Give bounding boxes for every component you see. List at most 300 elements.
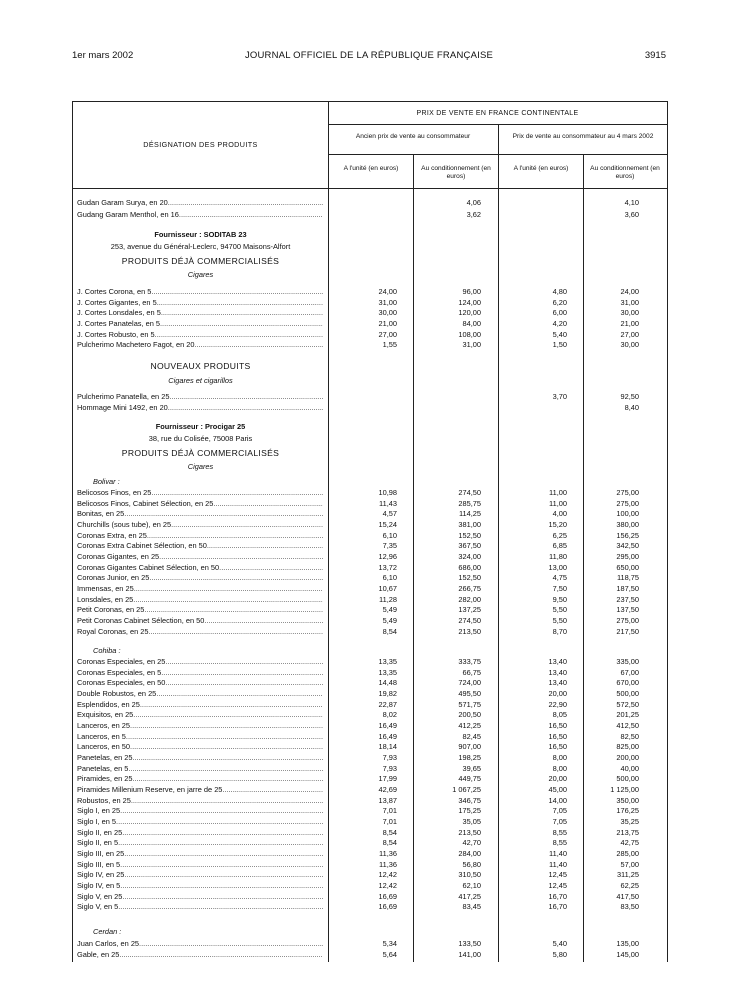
table-row <box>73 531 667 541</box>
category-label: Cigares et cigarillos <box>168 376 233 385</box>
product-name: Gable, en 25 ..... <box>77 950 323 960</box>
price-new-unit: 12,45 <box>548 880 567 890</box>
price-old-pack: 266,75 <box>458 583 481 593</box>
product-name: Bonitas, en 25 ..... <box>77 509 323 519</box>
price-new-unit: 11,80 <box>549 551 567 561</box>
price-old-pack: 571,75 <box>458 699 481 709</box>
price-new-pack: 500,00 <box>616 774 639 784</box>
price-new-pack: 176,25 <box>616 806 639 816</box>
price-old-unit: 13,87 <box>378 795 397 805</box>
price-new-pack: 275,00 <box>616 615 639 625</box>
price-new-unit: 4,00 <box>552 509 567 519</box>
price-old-pack: 108,00 <box>458 329 481 339</box>
price-old-unit: 42,69 <box>378 784 397 794</box>
price-old-unit: 7,01 <box>382 806 397 816</box>
price-new-pack: 137,50 <box>616 605 639 615</box>
price-old-unit: 11,36 <box>379 859 397 869</box>
product-name: Belicosos Finos, Cabinet Sélection, en 25 ..... <box>77 499 323 509</box>
product-name: Lanceros, en 25 ..... <box>77 721 323 731</box>
price-old-unit: 5,34 <box>382 939 397 948</box>
price-new-pack: 27,00 <box>620 329 639 339</box>
price-new-unit: 7,50 <box>552 583 567 593</box>
price-new-unit: 6,20 <box>552 297 567 307</box>
price-old-pack: 120,00 <box>458 308 481 318</box>
price-old-unit: 13,35 <box>378 657 397 666</box>
table-row <box>73 742 667 752</box>
price-old-pack: 907,00 <box>458 742 481 752</box>
price-new-unit: 45,00 <box>548 784 567 794</box>
table-row <box>73 902 667 912</box>
table-row <box>73 340 667 350</box>
price-new-unit: 16,50 <box>548 720 567 730</box>
price-old-pack: 274,50 <box>458 488 481 497</box>
price-old-pack: 4,06 <box>466 198 481 207</box>
table-row <box>73 287 667 297</box>
price-new-unit: 9,50 <box>552 594 567 604</box>
price-old-unit: 16,69 <box>378 891 397 901</box>
table-row <box>73 881 667 891</box>
product-name: Siglo I, en 25 ..... <box>77 806 323 816</box>
price-new-pack: 21,00 <box>620 318 639 328</box>
price-new-unit: 13,40 <box>548 678 567 688</box>
table-row <box>73 308 667 318</box>
price-old-pack: 133,50 <box>458 939 481 948</box>
price-old-unit: 8,54 <box>382 626 397 636</box>
price-old-pack: 333,75 <box>458 657 481 666</box>
product-name: Esplendidos, en 25 ..... <box>77 700 323 710</box>
price-new-pack: 118,75 <box>616 573 639 583</box>
product-name: Siglo IV, en 5 ..... <box>77 881 323 891</box>
price-new-unit: 14,00 <box>548 795 567 805</box>
price-old-pack: 449,75 <box>458 774 481 784</box>
product-name: J. Cortes Lonsdales, en 5 ..... <box>77 308 323 318</box>
price-old-pack: 42,70 <box>462 838 481 848</box>
price-old-pack: 3,62 <box>466 209 481 219</box>
price-old-unit: 5,64 <box>382 949 397 959</box>
price-new-unit: 5,50 <box>552 605 567 615</box>
price-new-unit: 5,40 <box>552 329 567 339</box>
product-name: Siglo II, en 25 ..... <box>77 828 323 838</box>
price-old-pack: 686,00 <box>458 562 481 572</box>
price-new-pack: 67,00 <box>620 667 639 677</box>
product-name: Panetelas, en 25 ..... <box>77 753 323 763</box>
price-new-unit: 16,70 <box>548 902 567 912</box>
price-new-unit: 4,80 <box>552 287 567 296</box>
price-new-pack: 500,00 <box>616 688 639 698</box>
price-new-unit: 4,75 <box>552 573 567 583</box>
price-old-pack: 412,25 <box>458 720 481 730</box>
category-label: Cigares <box>187 462 214 471</box>
table-row <box>73 520 667 530</box>
price-new-unit: 12,45 <box>548 870 567 880</box>
product-name: Gudang Garam Menthol, en 16 ..... <box>77 210 323 220</box>
table-row <box>73 563 667 573</box>
table-row <box>73 605 667 615</box>
price-old-unit: 16,49 <box>378 720 397 730</box>
price-old-pack: 114,25 <box>458 509 481 519</box>
supplier-name: Fournisseur : Procigar 25 <box>155 422 246 431</box>
table-row <box>73 330 667 340</box>
product-name: Immensas, en 25 ..... <box>77 584 323 594</box>
table-row <box>73 668 667 678</box>
col-header-designation: DÉSIGNATION DES PRODUITS <box>143 140 258 149</box>
price-new-pack: 62,25 <box>620 880 639 890</box>
price-new-pack: 201,25 <box>616 710 639 720</box>
price-new-unit: 20,00 <box>548 688 567 698</box>
table-row <box>73 678 667 688</box>
price-old-unit: 27,00 <box>378 329 397 339</box>
product-name: Siglo II, en 5 ..... <box>77 838 323 848</box>
price-old-pack: 284,00 <box>458 848 481 858</box>
price-new-unit: 4,20 <box>552 318 567 328</box>
price-new-pack: 275,00 <box>616 498 639 508</box>
brand-label: Cerdan : <box>93 927 122 936</box>
price-new-unit: 16,50 <box>548 731 567 741</box>
price-new-pack: 417,50 <box>616 891 639 901</box>
table-row <box>73 785 667 795</box>
header-date: 1er mars 2002 <box>72 50 134 61</box>
product-name: Hommage Mini 1492, en 20 ..... <box>77 403 323 413</box>
price-old-unit: 30,00 <box>378 308 397 318</box>
price-old-unit: 8,02 <box>382 710 397 720</box>
price-old-unit: 7,93 <box>382 752 397 762</box>
product-name: Coronas Especiales, en 50 ..... <box>77 678 323 688</box>
price-new-pack: 275,00 <box>616 488 639 497</box>
price-old-unit: 13,35 <box>378 667 397 677</box>
table-row <box>73 573 667 583</box>
table-row <box>73 392 667 402</box>
price-new-pack: 83,50 <box>620 902 639 912</box>
price-old-pack: 282,00 <box>458 594 481 604</box>
table-row <box>73 210 667 220</box>
price-new-pack: 3,60 <box>624 209 639 219</box>
section-heading: NOUVEAUX PRODUITS <box>150 361 251 371</box>
product-name: Coronas Especiales, en 5 ..... <box>77 668 323 678</box>
price-old-pack: 152,50 <box>458 530 481 540</box>
price-new-unit: 11,40 <box>549 848 567 858</box>
price-old-pack: 495,50 <box>458 688 481 698</box>
table-row <box>73 700 667 710</box>
price-old-pack: 198,25 <box>458 752 481 762</box>
price-old-unit: 10,67 <box>378 583 397 593</box>
product-name: Coronas Extra Cabinet Sélection, en 50 ..... <box>77 541 323 551</box>
price-new-pack: 35,25 <box>620 816 639 826</box>
price-old-unit: 18,14 <box>378 742 397 752</box>
product-name: Exquisitos, en 25 ..... <box>77 710 323 720</box>
page-header <box>72 50 666 64</box>
table-row <box>73 710 667 720</box>
price-old-pack: 324,00 <box>458 551 481 561</box>
price-new-unit: 8,05 <box>552 710 567 720</box>
price-new-unit: 8,70 <box>552 626 567 636</box>
price-old-unit: 5,49 <box>382 605 397 615</box>
price-new-unit: 20,00 <box>548 774 567 784</box>
table-row <box>73 627 667 637</box>
product-name: Double Robustos, en 25 ..... <box>77 689 323 699</box>
header-rule <box>328 154 667 155</box>
product-name: J. Cortes Gigantes, en 5 ..... <box>77 298 323 308</box>
price-old-pack: 82,45 <box>462 731 481 741</box>
price-new-pack: 135,00 <box>616 939 639 948</box>
price-new-unit: 16,50 <box>548 742 567 752</box>
price-new-unit: 7,05 <box>552 816 567 826</box>
price-new-pack: 295,00 <box>616 551 639 561</box>
table-row <box>73 950 667 960</box>
product-name: Piramides, en 25 ..... <box>77 774 323 784</box>
col-header-new: Prix de vente au consommateur au 4 mars 2002 <box>512 133 654 140</box>
price-old-unit: 12,42 <box>378 870 397 880</box>
header-rule <box>328 124 667 125</box>
header-title: JOURNAL OFFICIEL DE LA RÉPUBLIQUE FRANÇAISE <box>244 50 494 61</box>
price-new-unit: 8,00 <box>552 752 567 762</box>
price-old-pack: 200,50 <box>458 710 481 720</box>
price-new-unit: 6,25 <box>552 530 567 540</box>
price-new-unit: 13,00 <box>548 562 567 572</box>
table-row <box>73 657 667 667</box>
price-old-unit: 16,49 <box>378 731 397 741</box>
price-new-unit: 13,40 <box>548 667 567 677</box>
price-old-unit: 5,49 <box>382 615 397 625</box>
price-new-pack: 380,00 <box>616 519 639 529</box>
table-row <box>73 552 667 562</box>
price-new-unit: 8,00 <box>552 763 567 773</box>
price-old-pack: 62,10 <box>462 880 481 890</box>
product-name: Panetelas, en 5 ..... <box>77 764 323 774</box>
price-old-pack: 141,00 <box>458 949 481 959</box>
price-new-unit: 16,70 <box>548 891 567 901</box>
price-old-unit: 1,55 <box>382 340 397 350</box>
price-old-pack: 84,00 <box>462 318 481 328</box>
product-name: Siglo V, en 25 ..... <box>77 892 323 902</box>
table-row <box>73 806 667 816</box>
table-row <box>73 488 667 498</box>
brand-label: Bolivar : <box>93 477 120 486</box>
product-name: Gudan Garam Surya, en 20 ..... <box>77 198 323 208</box>
product-name: Siglo III, en 5 ..... <box>77 860 323 870</box>
brand-label: Cohiba : <box>93 646 121 655</box>
product-name: Robustos, en 25 ..... <box>77 796 323 806</box>
price-new-pack: 237,50 <box>616 594 639 604</box>
price-new-pack: 1 125,00 <box>610 784 639 794</box>
table-row <box>73 939 667 949</box>
table-row <box>73 595 667 605</box>
price-new-pack: 82,50 <box>620 731 639 741</box>
price-old-pack: 310,50 <box>458 870 481 880</box>
price-old-unit: 19,82 <box>378 688 397 698</box>
table-row <box>73 198 667 208</box>
price-old-unit: 31,00 <box>378 297 397 307</box>
price-old-unit: 6,10 <box>382 530 397 540</box>
price-new-unit: 3,70 <box>552 392 567 401</box>
price-new-pack: 31,00 <box>620 297 639 307</box>
product-name: Lanceros, en 5 ..... <box>77 732 323 742</box>
product-name: Siglo I, en 5 ..... <box>77 817 323 827</box>
price-new-pack: 8,40 <box>624 402 639 412</box>
price-new-pack: 217,50 <box>616 626 639 636</box>
table-row <box>73 721 667 731</box>
price-new-unit: 8,55 <box>552 827 567 837</box>
price-old-unit: 13,72 <box>378 562 397 572</box>
price-old-unit: 22,87 <box>378 699 397 709</box>
header-rule <box>73 188 667 189</box>
product-name: J. Cortes Robusto, en 5 ..... <box>77 330 323 340</box>
price-new-unit: 5,40 <box>552 939 567 948</box>
price-old-unit: 11,43 <box>379 498 397 508</box>
table-row <box>73 796 667 806</box>
price-new-pack: 30,00 <box>620 340 639 350</box>
price-new-pack: 335,00 <box>616 657 639 666</box>
price-old-pack: 367,50 <box>458 541 481 551</box>
price-new-pack: 650,00 <box>616 562 639 572</box>
price-old-unit: 11,36 <box>379 848 397 858</box>
price-old-unit: 7,01 <box>382 816 397 826</box>
price-old-unit: 17,99 <box>378 774 397 784</box>
price-new-unit: 13,40 <box>548 657 567 666</box>
price-old-pack: 1 067,25 <box>452 784 481 794</box>
price-new-pack: 100,00 <box>616 509 639 519</box>
table-row <box>73 499 667 509</box>
price-old-unit: 15,24 <box>378 519 397 529</box>
product-name: Pulcherimo Machetero Fagot, en 20 ..... <box>77 340 323 350</box>
price-old-pack: 152,50 <box>458 573 481 583</box>
price-new-pack: 311,25 <box>616 870 639 880</box>
table-row <box>73 838 667 848</box>
price-old-unit: 6,10 <box>382 573 397 583</box>
product-name: Juan Carlos, en 25 ..... <box>77 939 323 949</box>
product-name: Coronas Especiales, en 25 ..... <box>77 657 323 667</box>
price-new-pack: 40,00 <box>620 763 639 773</box>
product-name: Lanceros, en 50 ..... <box>77 742 323 752</box>
price-old-pack: 83,45 <box>462 902 481 912</box>
price-new-pack: 670,00 <box>616 678 639 688</box>
price-new-pack: 342,50 <box>616 541 639 551</box>
price-new-pack: 187,50 <box>616 583 639 593</box>
table-row <box>73 298 667 308</box>
table-row <box>73 764 667 774</box>
col-header-main: PRIX DE VENTE EN FRANCE CONTINENTALE <box>416 110 579 117</box>
price-old-pack: 213,50 <box>458 626 481 636</box>
price-old-unit: 11,28 <box>379 594 397 604</box>
price-new-pack: 350,00 <box>616 795 639 805</box>
price-old-pack: 285,75 <box>458 498 481 508</box>
price-old-pack: 724,00 <box>458 678 481 688</box>
price-new-unit: 11,40 <box>549 859 567 869</box>
col-header-old: Ancien prix de vente au consommateur <box>355 133 471 140</box>
product-name: Piramides Millenium Reserve, en jarre de 25 ..... <box>77 785 323 795</box>
price-new-pack: 4,10 <box>624 198 639 207</box>
price-new-pack: 42,75 <box>620 838 639 848</box>
price-old-pack: 175,25 <box>458 806 481 816</box>
price-table <box>72 101 668 962</box>
price-new-unit: 8,55 <box>552 838 567 848</box>
table-row <box>73 403 667 413</box>
product-name: Petit Coronas Cabinet Sélection, en 50 ..... <box>77 616 323 626</box>
price-new-pack: 213,75 <box>616 827 639 837</box>
product-name: Coronas Gigantes, en 25 ..... <box>77 552 323 562</box>
price-new-unit: 22,90 <box>548 699 567 709</box>
price-new-unit: 6,85 <box>552 541 567 551</box>
price-old-unit: 16,69 <box>378 902 397 912</box>
price-old-pack: 96,00 <box>462 287 481 296</box>
table-row <box>73 753 667 763</box>
product-name: Churchills (sous tube), en 25 ..... <box>77 520 323 530</box>
price-new-unit: 5,80 <box>552 949 567 959</box>
price-old-unit: 12,42 <box>378 880 397 890</box>
section-heading: PRODUITS DÉJÀ COMMERCIALISÉS <box>121 448 280 458</box>
table-row <box>73 689 667 699</box>
product-name: Siglo V, en 5 ..... <box>77 902 323 912</box>
product-name: Siglo III, en 25 ..... <box>77 849 323 859</box>
price-new-unit: 1,50 <box>552 340 567 350</box>
table-row <box>73 616 667 626</box>
table-row <box>73 892 667 902</box>
table-row <box>73 584 667 594</box>
col-header-pack-old: Au conditionnement (en euros) <box>421 165 491 180</box>
supplier-name: Fournisseur : SODITAB 23 <box>154 230 247 239</box>
price-new-pack: 825,00 <box>616 742 639 752</box>
price-old-pack: 274,50 <box>458 615 481 625</box>
product-name: Petit Coronas, en 25 ..... <box>77 605 323 615</box>
price-old-unit: 4,57 <box>382 509 397 519</box>
header-page-number: 3915 <box>644 50 666 61</box>
table-row <box>73 541 667 551</box>
section-heading: PRODUITS DÉJÀ COMMERCIALISÉS <box>121 256 280 266</box>
product-name: Coronas Junior, en 25 ..... <box>77 573 323 583</box>
table-row <box>73 319 667 329</box>
price-new-pack: 412,50 <box>616 720 639 730</box>
price-old-pack: 137,25 <box>458 605 481 615</box>
price-new-pack: 285,00 <box>616 848 639 858</box>
product-name: Siglo IV, en 25 ..... <box>77 870 323 880</box>
product-name: J. Cortes Corona, en 5 ..... <box>77 287 323 297</box>
price-old-pack: 213,50 <box>458 827 481 837</box>
price-old-pack: 346,75 <box>458 795 481 805</box>
price-old-pack: 56,80 <box>462 859 481 869</box>
table-row <box>73 774 667 784</box>
price-old-unit: 21,00 <box>378 318 397 328</box>
price-old-unit: 12,96 <box>378 551 397 561</box>
price-new-pack: 200,00 <box>616 752 639 762</box>
col-header-unit-new: A l'unité (en euros) <box>513 165 569 172</box>
price-new-pack: 572,50 <box>616 699 639 709</box>
product-name: Belicosos Finos, en 25 ..... <box>77 488 323 498</box>
table-row <box>73 870 667 880</box>
table-row <box>73 860 667 870</box>
price-old-pack: 39,65 <box>462 763 481 773</box>
price-old-pack: 417,25 <box>458 891 481 901</box>
col-header-pack-new: Au conditionnement (en euros) <box>590 165 660 180</box>
price-old-pack: 31,00 <box>462 340 481 350</box>
table-row <box>73 509 667 519</box>
price-new-unit: 5,50 <box>552 615 567 625</box>
price-old-pack: 35,05 <box>462 816 481 826</box>
price-new-pack: 92,50 <box>620 392 639 401</box>
col-header-unit-old: A l'unité (en euros) <box>343 165 399 172</box>
price-old-unit: 7,93 <box>382 763 397 773</box>
price-old-unit: 14,48 <box>378 678 397 688</box>
product-name: Lonsdales, en 25 ..... <box>77 595 323 605</box>
price-old-unit: 8,54 <box>382 827 397 837</box>
product-name: Pulcherimo Panatella, en 25 ..... <box>77 392 323 402</box>
category-label: Cigares <box>187 270 214 279</box>
table-row <box>73 828 667 838</box>
price-new-unit: 11,00 <box>549 488 567 497</box>
price-new-unit: 6,00 <box>552 308 567 318</box>
price-old-unit: 10,98 <box>378 488 397 497</box>
table-row <box>73 732 667 742</box>
price-old-pack: 381,00 <box>458 519 481 529</box>
price-old-pack: 66,75 <box>462 667 481 677</box>
